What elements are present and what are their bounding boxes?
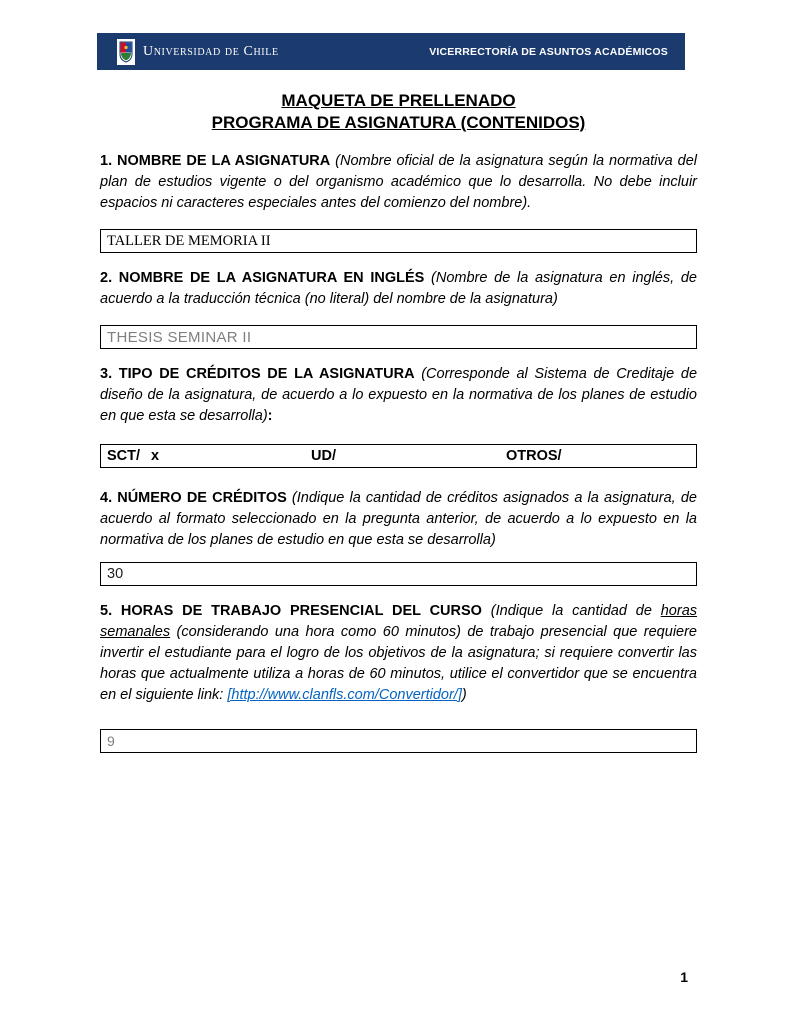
- section-4-question: [100, 488, 697, 551]
- document-title-line1: MAQUETA DE PRELLENADO: [281, 91, 516, 110]
- answer-nombre-ingles: THESIS SEMINAR II: [107, 328, 252, 346]
- section-5-heading: 5. HORAS DE TRABAJO PRESENCIAL DEL CURSO: [100, 603, 482, 619]
- section-2-heading: 2. NOMBRE DE LA ASIGNATURA EN INGLÉS: [100, 270, 425, 286]
- credit-type-field-row[interactable]: [100, 444, 697, 468]
- page-number: 1: [680, 969, 688, 985]
- section-2-description: (Nombre de la asignatura en inglés, de acuerdo a la traducción técnica (no literal) del nombre de la asignatura): [100, 270, 697, 307]
- section-1-heading: 1. NOMBRE DE LA ASIGNATURA: [100, 153, 331, 169]
- answer-box-nombre-ingles[interactable]: [100, 325, 697, 349]
- section-5-description-part2: (considerando una hora como 60 minutos) de trabajo presencial que requiere invertir el estudiante para el logro de los objetivos de la asignatura; si requiere convertir las horas que actualmente utiliza a horas de 60 minutos, utilice el convertidor que se encuentra en el siguiente link:: [100, 624, 697, 703]
- answer-horas-presenciales: 9: [107, 733, 116, 749]
- convertidor-link[interactable]: [http://www.clanfls.com/Convertidor/]: [227, 687, 462, 703]
- sct-label: SCT/: [107, 448, 141, 464]
- section-1-question: [100, 151, 697, 214]
- section-1-description: (Nombre oficial de la asignatura según la normativa del plan de estudios vigente o del organismo académico que lo desarrolla. No debe incluir espacios ni caracteres especiales antes del comienzo del nombre).: [100, 153, 697, 211]
- vicerrectoria-label: VICERRECTORÍA DE ASUNTOS ACADÉMICOS: [429, 45, 668, 58]
- header-banner: [97, 33, 685, 70]
- section-4-description: (Indique la cantidad de créditos asignados a la asignatura, de acuerdo al formato seleccionado en la pregunta anterior, de acuerdo a lo expuesto en la normativa de los planes de estudio en que esta se desarrolla): [100, 490, 697, 548]
- section-3-description: (Corresponde al Sistema de Creditaje de diseño de la asignatura, de acuerdo a lo expuesto en la normativa de los planes de estudio en que esta se desarrolla): [100, 366, 698, 424]
- section-2-question: [100, 268, 697, 310]
- section-5-description-part1: (Indique la cantidad de: [481, 603, 661, 619]
- section-5-description-part3: ): [461, 687, 467, 703]
- answer-nombre-asignatura: TALLER DE MEMORIA II: [107, 232, 271, 249]
- section-4-heading: 4. NÚMERO DE CRÉDITOS: [100, 490, 287, 506]
- answer-box-horas-presenciales[interactable]: [100, 729, 697, 753]
- document-content: [100, 90, 697, 768]
- otros-label: OTROS/: [506, 448, 562, 464]
- answer-numero-creditos: 30: [107, 566, 124, 582]
- sct-value: x: [151, 448, 160, 464]
- document-title: [100, 90, 697, 134]
- university-name: Universidad de Chile: [143, 43, 279, 59]
- section-3-question: [100, 364, 697, 427]
- section-3-suffix: :: [267, 408, 273, 424]
- university-logo: [117, 39, 279, 65]
- answer-box-numero-creditos[interactable]: [100, 562, 697, 586]
- section-5-underlined-term: horas semanales: [100, 603, 698, 640]
- section-5-question: [100, 601, 697, 706]
- answer-box-nombre-asignatura[interactable]: [100, 229, 697, 253]
- section-3-heading: 3. TIPO DE CRÉDITOS DE LA ASIGNATURA: [100, 366, 415, 382]
- ud-label: UD/: [311, 448, 336, 464]
- university-crest-icon: [117, 39, 135, 65]
- document-title-line2: PROGRAMA DE ASIGNATURA (CONTENIDOS): [211, 113, 586, 132]
